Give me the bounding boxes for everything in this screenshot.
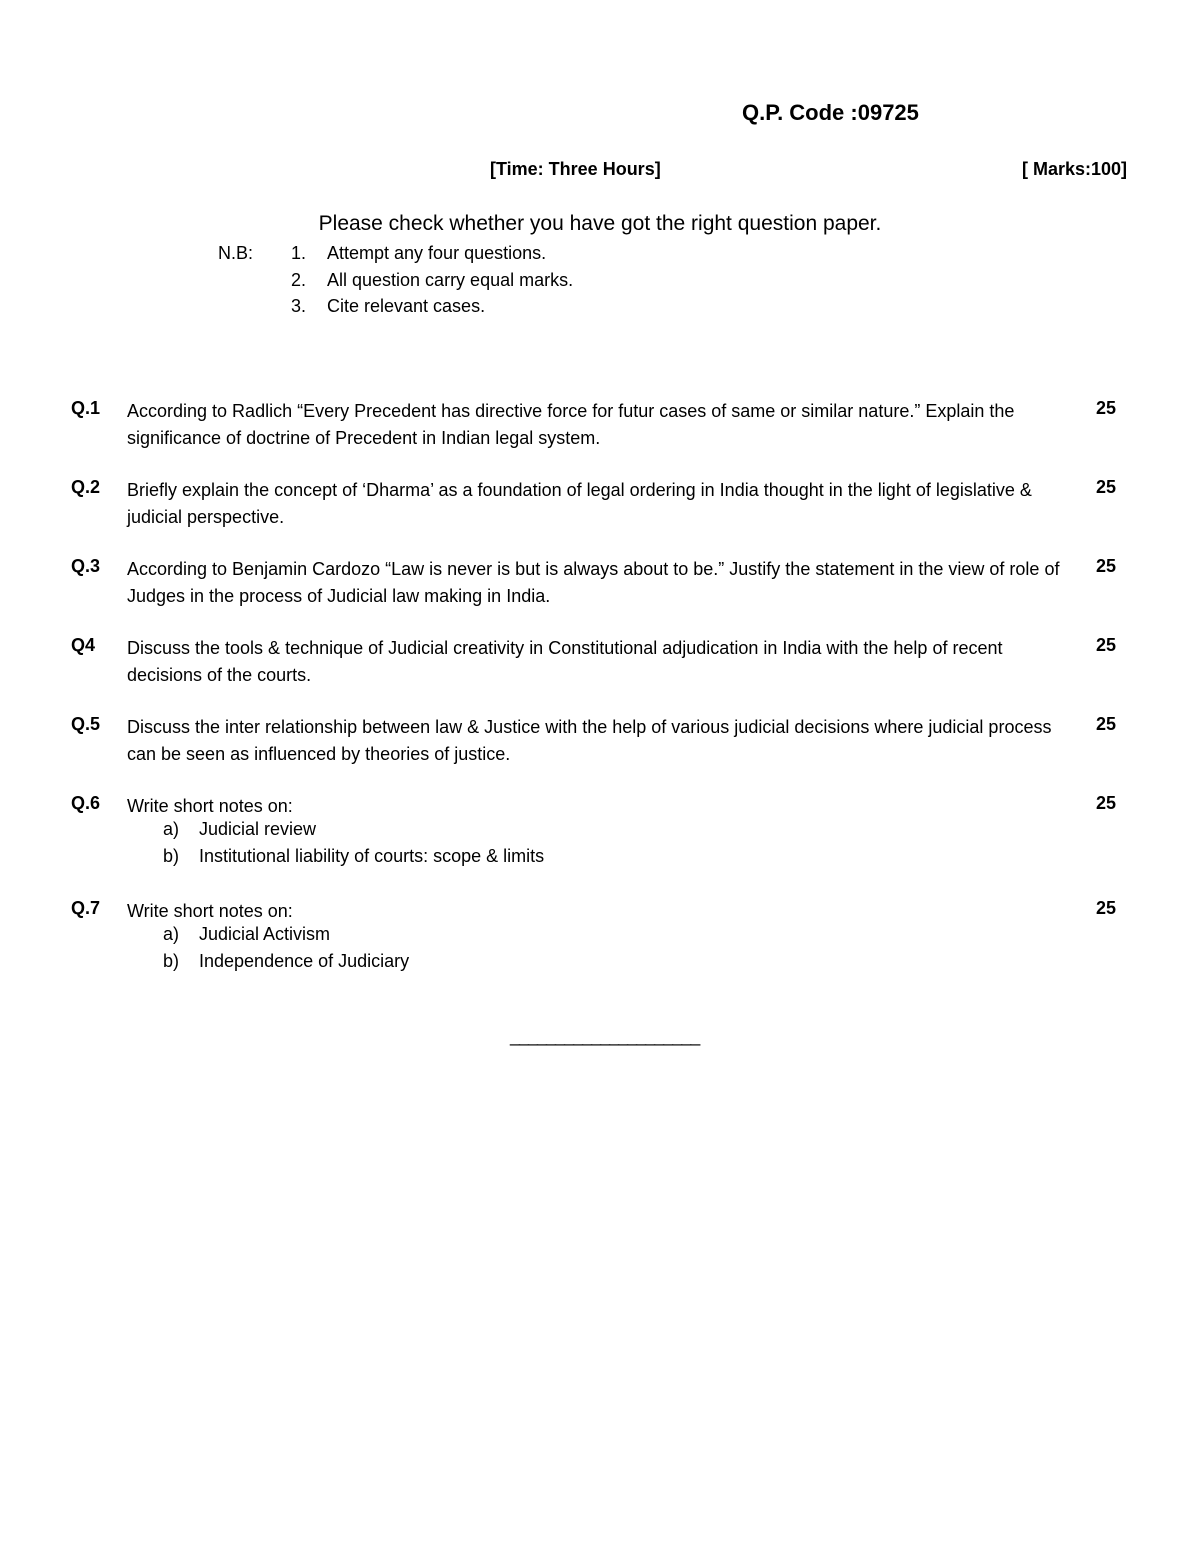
sub-item: [163, 951, 409, 972]
question-marks: 25: [1096, 714, 1117, 734]
instruction-item: [291, 296, 485, 317]
instruction-number: 1.: [291, 243, 307, 263]
sub-item: [163, 924, 330, 945]
question-marks: 25: [1096, 635, 1117, 655]
instruction-item: [291, 270, 573, 291]
question-number: Q.6: [71, 793, 101, 813]
question-marks: 25: [1096, 398, 1117, 418]
sub-item: [163, 846, 544, 867]
question-marks: 25: [1096, 556, 1117, 576]
instruction-text: Cite relevant cases.: [327, 296, 486, 316]
question-number: Q.1: [71, 398, 101, 418]
question-number: Q.2: [71, 477, 101, 497]
question-marks: 25: [1096, 477, 1117, 497]
question-marks: 25: [1096, 898, 1117, 918]
sub-item-letter: b): [163, 846, 180, 866]
sub-item-letter: a): [163, 819, 180, 839]
check-paper-notice: Please check whether you have got the right question paper.: [318, 212, 882, 235]
nb-label: N.B:: [218, 243, 254, 263]
qp-code: Q.P. Code :09725: [742, 100, 919, 125]
instruction-text: All question carry equal marks.: [327, 270, 574, 290]
sub-item: [163, 819, 316, 840]
question-number: Q4: [71, 635, 96, 655]
question-text: According to Benjamin Cardozo “Law is never is but is always about to be.” Justify the statement in the view of role of Judges in the process of Judicial law making in India.: [127, 559, 1060, 606]
exam-time: [Time: Three Hours]: [490, 159, 661, 179]
sub-item-text: Institutional liability of courts: scope & limits: [199, 846, 545, 866]
instruction-item: [291, 243, 546, 264]
question-text: Write short notes on:: [127, 796, 293, 816]
sub-item-text: Judicial Activism: [199, 924, 331, 944]
question-text: Discuss the inter relationship between law & Justice with the help of various judicial decisions where judicial process can be seen as influenced by theories of justice.: [127, 717, 1052, 764]
sub-item-letter: b): [163, 951, 180, 971]
question-text: Discuss the tools & technique of Judicial creativity in Constitutional adjudication in India with the help of recent decisions of the courts.: [127, 638, 1003, 685]
question-number: Q.7: [71, 898, 101, 918]
question-number: Q.5: [71, 714, 101, 734]
question-text: Write short notes on:: [127, 901, 293, 921]
instruction-text: Attempt any four questions.: [327, 243, 547, 263]
question-number: Q.3: [71, 556, 101, 576]
sub-item-letter: a): [163, 924, 180, 944]
sub-item-text: Independence of Judiciary: [199, 951, 410, 971]
question-text: According to Radlich “Every Precedent has directive force for futur cases of same or similar nature.” Explain the significance of doctrine of Precedent in Indian legal system.: [127, 401, 1015, 448]
question-marks: 25: [1096, 793, 1117, 813]
instruction-number: 3.: [291, 296, 307, 316]
instruction-number: 2.: [291, 270, 307, 290]
sub-item-text: Judicial review: [199, 819, 317, 839]
question-text: Briefly explain the concept of ‘Dharma’ as a foundation of legal ordering in India thought in the light of legislative & judicial perspective.: [127, 480, 1032, 527]
exam-total-marks: [ Marks:100]: [1021, 159, 1127, 179]
end-of-paper-line: _____________________: [510, 1026, 700, 1046]
